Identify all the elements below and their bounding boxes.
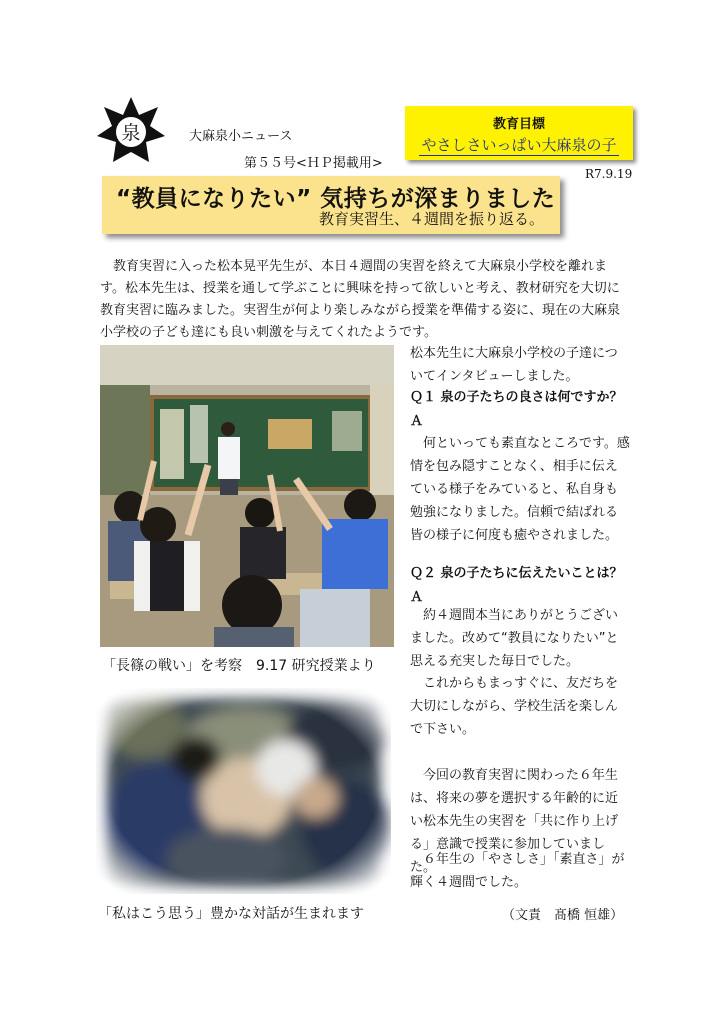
author-credit: （文責 髙橋 恒雄） [502,908,624,923]
headline-title: “教員になりたい” 気持ちが深まりました [116,186,556,212]
headline-subtitle: 教育実習生、４週間を振り返る。 [318,210,544,228]
goal-title: 教育目標 [492,117,545,132]
photo-caption: 「長篠の戦い」を考察 9.17 研究授業より [102,658,376,674]
issue-number: 第５５号<ＨＰ掲載用> [244,156,383,171]
school-emblem-logo [96,96,166,166]
headline-banner [102,176,560,234]
answer-label: Ａ [410,414,424,429]
dialogue-photo [96,688,391,894]
emblem-char: 泉 [121,122,141,144]
interview-question: Ｑ１ 泉の子たちの良さは何ですか？ [410,390,623,405]
issue-date: R7.9.19 [585,167,633,181]
interview-answer: 約４週間本当にありがとうございました。改めて“教員になりたい”と思える充実した毎日でした。 [410,608,619,669]
education-goal-box [405,106,633,160]
intro-paragraph: 教育実習に入った松本晃平先生が、本日４週間の実習を終えて大麻泉小学校を離れます。松本先生は、授業を通して学ぶことに興味を持って欲しいと考え、教材研究を大切に教育実習に臨みました。実習生が何より楽しみながら授業を準備する姿に、現在の大麻泉小学校の子ども達にも良い刺激を与えてくれたようです。 [100,259,621,340]
interview-question: Ｑ２ 泉の子たちに伝えたいことは？ [410,566,623,581]
interview-answer: 何といっても素直なところです。感情を包み隠すことなく、相手に伝えている様子をみていると、私自身も勉強になりました。信頼で結ばれる皆の様子に何度も癒やされました。 [410,436,630,543]
closing-paragraph: 今回の教育実習に関わった６年生は、将来の夢を選択する年齢的に近い松本先生の実習を「共に作り上げる」意識で授業に参加していました。 [410,768,619,875]
classroom-photo [100,345,394,647]
interview-answer: これからもまっすぐに、友だちを大切にしながら、学校生活を楽しんで下さい。 [410,676,619,737]
closing-paragraph: ６年生の「やさしさ」「素直さ」が輝く４週間でした。 [410,852,625,890]
interview-lead: 松本先生に大麻泉小学校の子達についてインタビューしました。 [410,346,618,384]
answer-label: Ａ [410,590,424,605]
photo-caption: 「私はこう思う」豊かな対話が生まれます [98,906,364,922]
goal-text: やさしさいっぱい大麻泉の子 [421,136,617,154]
newsletter-name: 大麻泉小ニュース [189,129,293,144]
